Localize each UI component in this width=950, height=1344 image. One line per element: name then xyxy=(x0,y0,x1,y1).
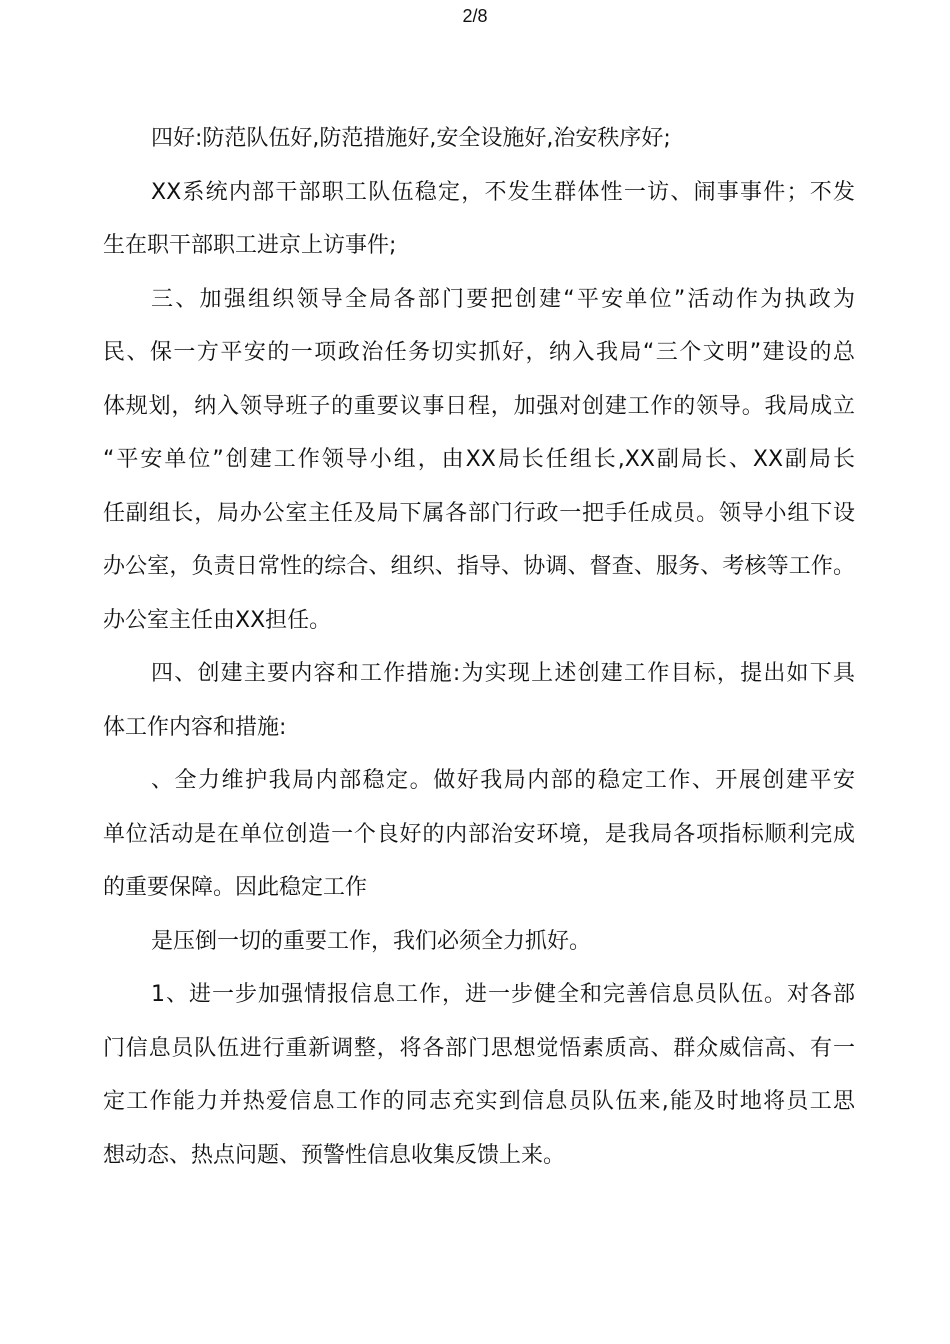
document-body xyxy=(103,112,855,1182)
paragraph xyxy=(103,754,855,915)
paragraph-line: 1、进一步加强情报信息工作，进一步健全和完善信息员队伍。对各部 xyxy=(151,982,855,1007)
paragraph xyxy=(103,968,855,1182)
paragraph-line: 是压倒一切的重要工作，我们必须全力抓好。 xyxy=(151,928,592,954)
paragraph-line: 的重要保障。因此稳定工作 xyxy=(103,875,368,900)
paragraph-line: 定工作能力并热爱信息工作的同志充实到信息员队伍来,能及时地将员工思 xyxy=(103,1089,855,1114)
paragraph xyxy=(103,166,855,273)
paragraph-line: 想动态、热点问题、预警性信息收集反馈上来。 xyxy=(103,1142,566,1168)
paragraph-line: 三、加强组织领导全局各部门要把创建“平安单位”活动作为执政为 xyxy=(151,286,855,312)
paragraph-line: “平安单位”创建工作领导小组，由XX局长任组长,XX副局长、XX副局长 xyxy=(103,447,855,472)
paragraph-line: 办公室主任由XX担任。 xyxy=(103,607,332,633)
paragraph xyxy=(103,915,855,969)
paragraph-line: 任副组长，局办公室主任及局下属各部门行政一把手任成员。领导小组下设 xyxy=(103,500,855,526)
paragraph-line: 民、保一方平安的一项政治任务切实抓好，纳入我局“三个文明”建设的总 xyxy=(103,340,855,365)
paragraph-line: 四好:防范队伍好,防范措施好,安全设施好,治安秩序好; xyxy=(151,126,671,151)
paragraph-line: 、全力维护我局内部稳定。做好我局内部的稳定工作、开展创建平安 xyxy=(151,768,855,793)
paragraph-line: 办公室，负责日常性的综合、组织、指导、协调、督查、服务、考核等工作。 xyxy=(103,554,855,579)
paragraph-line: 门信息员队伍进行重新调整，将各部门思想觉悟素质高、群众威信高、有一 xyxy=(103,1035,855,1061)
paragraph-line: 单位活动是在单位创造一个良好的内部治安环境，是我局各项指标顺利完成 xyxy=(103,821,855,847)
paragraph-line: XX系统内部干部职工队伍稳定，不发生群体性一访、闹事事件；不发 xyxy=(151,179,855,205)
paragraph xyxy=(103,647,855,754)
paragraph xyxy=(103,112,855,166)
paragraph-line: 生在职干部职工进京上访事件; xyxy=(103,233,397,258)
paragraph-line: 体规划，纳入领导班子的重要议事日程，加强对创建工作的领导。我局成立 xyxy=(103,393,855,419)
page-number: 2/8 xyxy=(462,6,488,26)
paragraph-line: 四、创建主要内容和工作措施:为实现上述创建工作目标，提出如下具 xyxy=(151,661,855,686)
paragraph xyxy=(103,273,855,648)
paragraph-line: 体工作内容和措施: xyxy=(103,714,287,740)
